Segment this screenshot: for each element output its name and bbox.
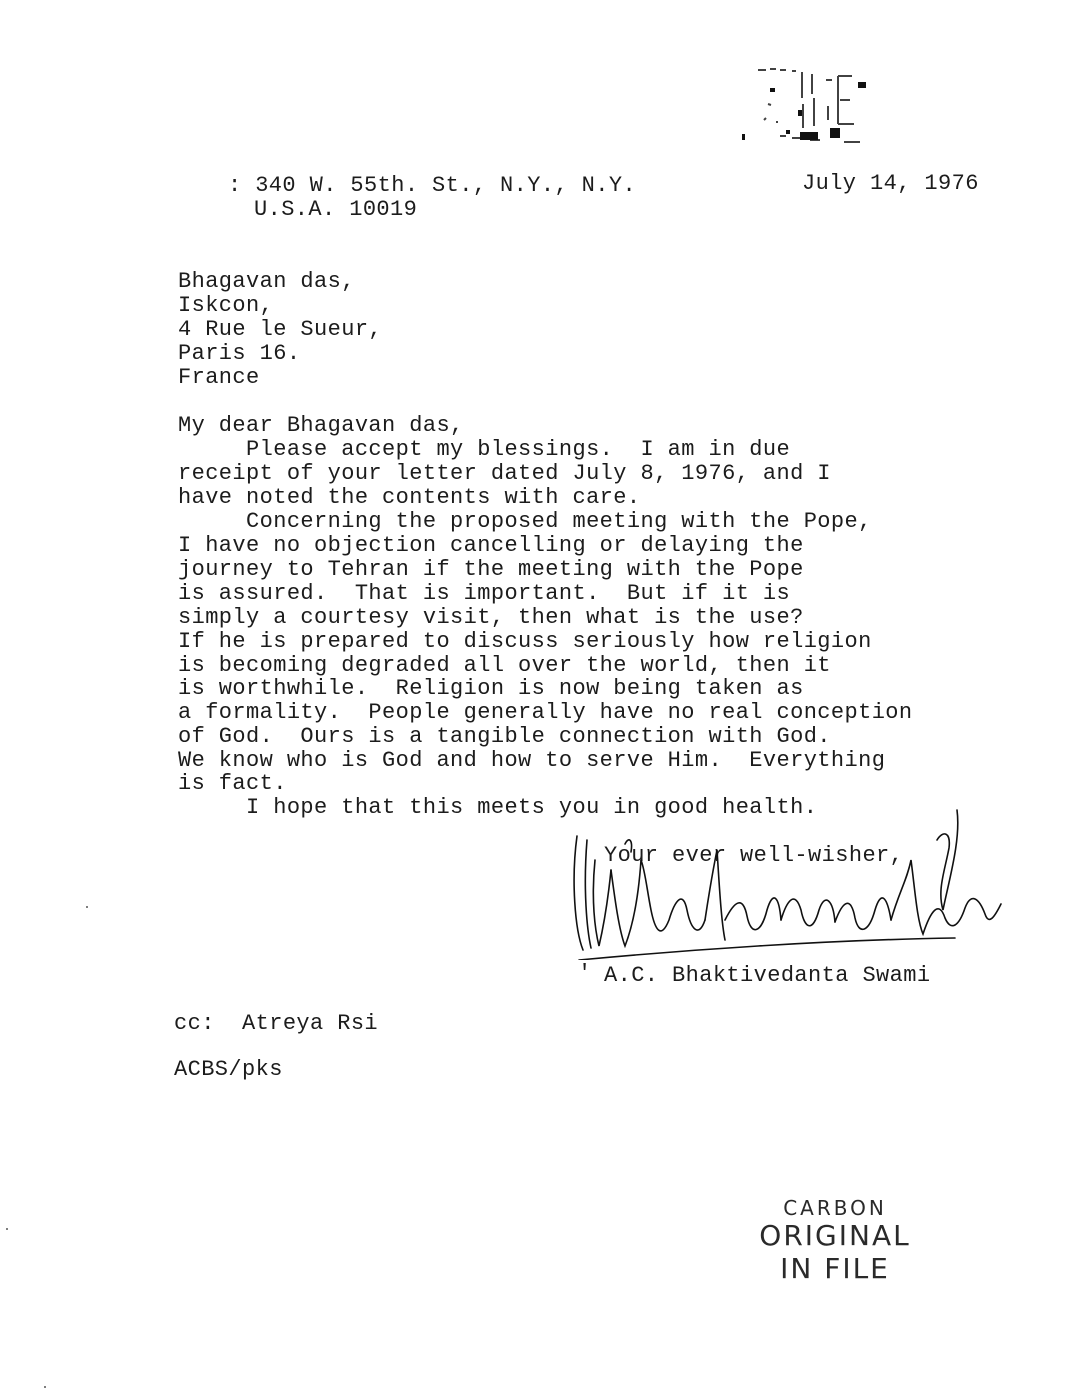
carbon-stamp-line1: CARBON xyxy=(783,1196,887,1220)
sender-address-line2: U.S.A. 10019 xyxy=(254,197,418,222)
scan-speck xyxy=(6,1228,8,1230)
body-line: Please accept my blessings. I am in due xyxy=(178,437,791,462)
handwritten-signature xyxy=(565,800,1015,960)
file-stamp xyxy=(740,62,880,152)
body-line: I have no objection cancelling or delaying the xyxy=(178,533,804,558)
recipient-line: 4 Rue le Sueur, xyxy=(178,317,383,342)
signature-name: A.C. Bhaktivedanta Swami xyxy=(604,963,931,988)
body-line: receipt of your letter dated July 8, 1976, and I xyxy=(178,461,831,486)
letter-date: July 14, 1976 xyxy=(802,171,979,196)
carbon-original-stamp xyxy=(740,1196,930,1286)
salutation: My dear Bhagavan das, xyxy=(178,413,464,438)
body-line: journey to Tehran if the meeting with the Pope xyxy=(178,557,804,582)
body-line: We know who is God and how to serve Him. Everything xyxy=(178,748,886,773)
body-line: is assured. That is important. But if it is xyxy=(178,581,791,606)
body-line: If he is prepared to discuss seriously how religion xyxy=(178,629,872,654)
sender-address-line1: : 340 W. 55th. St., N.Y., N.Y. xyxy=(228,173,637,198)
recipient-line: Bhagavan das, xyxy=(178,269,355,294)
reference-initials: ACBS/pks xyxy=(174,1057,283,1082)
body-line: have noted the contents with care. xyxy=(178,485,641,510)
body-line: I hope that this meets you in good health. xyxy=(178,795,818,820)
body-line: is becoming degraded all over the world, then it xyxy=(178,653,831,678)
body-line: is worthwhile. Religion is now being taken as xyxy=(178,676,804,701)
carbon-stamp-line2: ORIGINAL xyxy=(759,1219,911,1252)
cc-line: cc: Atreya Rsi xyxy=(174,1011,379,1036)
recipient-line: Iskcon, xyxy=(178,293,274,318)
body-line: simply a courtesy visit, then what is the use? xyxy=(178,605,804,630)
body-line: Concerning the proposed meeting with the Pope, xyxy=(178,509,872,534)
recipient-line: Paris 16. xyxy=(178,341,301,366)
body-line: is fact. xyxy=(178,771,287,796)
scan-speck xyxy=(86,906,88,908)
body-line: of God. Ours is a tangible connection with God. xyxy=(178,724,831,749)
scan-speck xyxy=(44,1386,46,1388)
closing: Your ever well-wisher, xyxy=(604,843,904,868)
recipient-line: France xyxy=(178,365,260,390)
signature-mark: ' xyxy=(578,961,592,986)
body-line: a formality. People generally have no real conception xyxy=(178,700,913,725)
carbon-stamp-line3: IN FILE xyxy=(780,1252,890,1285)
